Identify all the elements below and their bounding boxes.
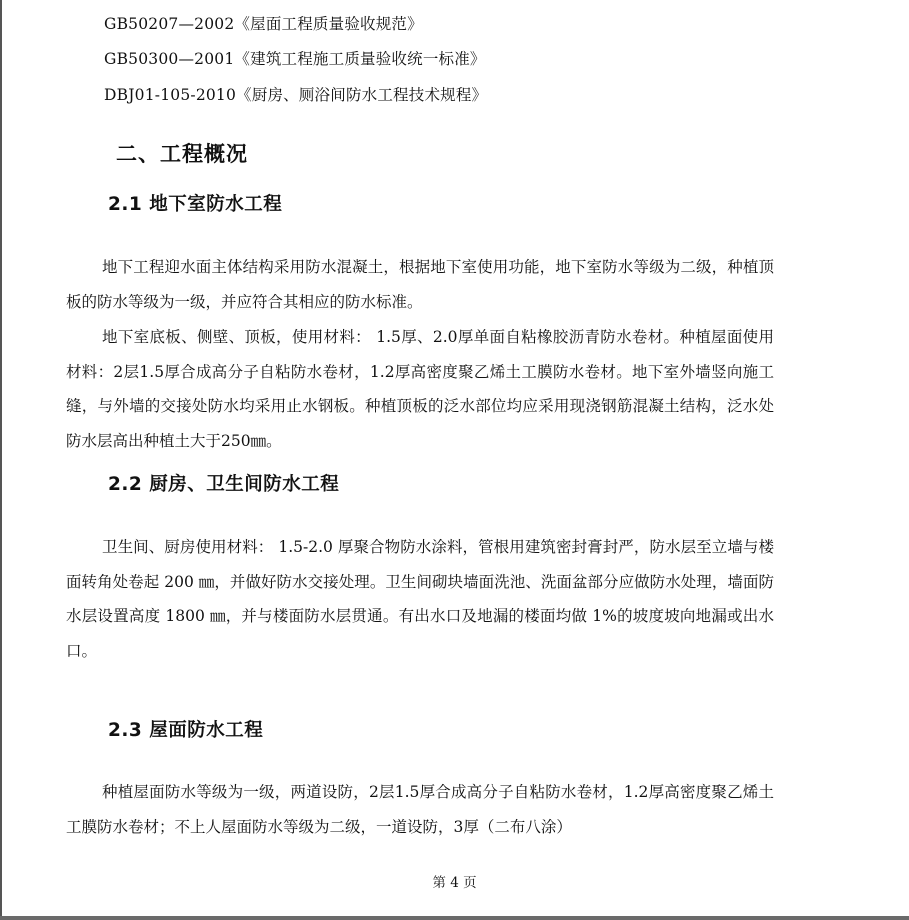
paragraph-2-3: 种植屋面防水等级为一级，两道设防，2层1.5厚合成高分子自粘防水卷材，1.2厚高密度聚乙烯土工膜防水卷材；不上人屋面防水等级为二级，一道设防，3厚（二布八涂） [66, 783, 774, 836]
section-title: 二、工程概况 [116, 142, 248, 166]
reference-standard-2: GB50300—2001《建筑工程施工质量验收统一标准》 [104, 50, 486, 68]
paragraph-2-1-a: 地下工程迎水面主体结构采用防水混凝土，根据地下室使用功能，地下室防水等级为二级，种植顶板的防水等级为一级，并应符合其相应的防水标准。 [66, 258, 774, 311]
page-number-footer: 第 4 页 [432, 875, 477, 891]
page-bottom-border [0, 916, 909, 920]
heading-2-3: 2.3 屋面防水工程 [108, 720, 264, 741]
reference-standard-3: DBJ01-105-2010《厨房、厕浴间防水工程技术规程》 [104, 86, 488, 104]
heading-2-2: 2.2 厨房、卫生间防水工程 [108, 474, 340, 495]
heading-2-1: 2.1 地下室防水工程 [108, 194, 283, 215]
reference-standard-1: GB50207—2002《屋面工程质量验收规范》 [104, 15, 423, 33]
paragraph-2-2: 卫生间、厨房使用材料： 1.5-2.0 厚聚合物防水涂料，管根用建筑密封膏封严，防水层至立墙与楼面转角处卷起 200 ㎜，并做好防水交接处理。卫生间砌块墙面洗池、洗面盆部分应做防水处理，墙面防水层设置高度 1800 ㎜，并与楼面防水层贯通。有出水口及地漏的楼面均做 1%的坡度坡向地漏或出水口。 [66, 538, 774, 660]
paragraph-2-1-b: 地下室底板、侧壁、顶板，使用材料： 1.5厚、2.0厚单面自粘橡胶沥青防水卷材。种植屋面使用材料：2层1.5厚合成高分子自粘防水卷材，1.2厚高密度聚乙烯土工膜防水卷材。地下室外墙竖向施工缝，与外墙的交接处防水均采用止水钢板。种植顶板的泛水部位均应采用现浇钢筋混凝土结构，泛水处防水层高出种植土大于250㎜。 [66, 328, 774, 450]
